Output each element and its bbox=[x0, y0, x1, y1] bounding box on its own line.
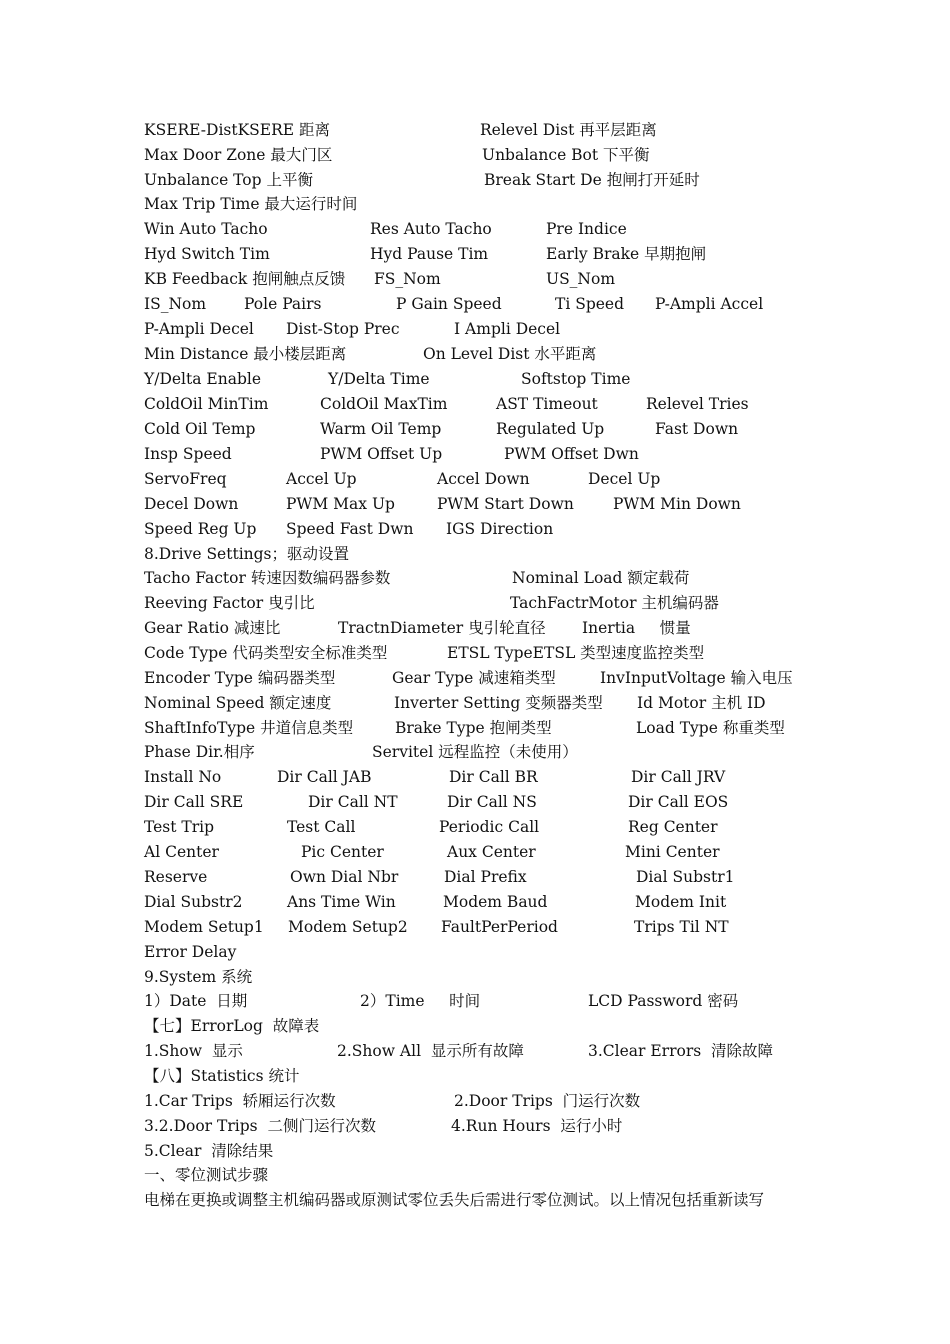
text-line bbox=[0, 369, 950, 394]
param-label: Max Door Zone 最大门区 bbox=[144, 146, 333, 164]
text-line bbox=[0, 1190, 950, 1215]
menu-item: 3.2.Door Trips 二侧门运行次数 bbox=[144, 1117, 376, 1135]
param-label: Y/Delta Enable bbox=[144, 370, 261, 388]
param-label: Gear Ratio 减速比 bbox=[144, 619, 281, 637]
param-label: FaultPerPeriod bbox=[441, 918, 558, 936]
param-label: On Level Dist 水平距离 bbox=[423, 345, 597, 363]
param-label: Encoder Type 编码器类型 bbox=[144, 669, 336, 687]
param-label: Al Center bbox=[144, 843, 219, 861]
param-label: Dial Prefix bbox=[444, 868, 527, 886]
menu-item: 3.Clear Errors 清除故障 bbox=[588, 1042, 774, 1060]
param-label: Warm Oil Temp bbox=[320, 420, 442, 438]
param-label: Dir Call SRE bbox=[144, 793, 244, 811]
text-line bbox=[0, 892, 950, 917]
menu-item: LCD Password 密码 bbox=[588, 992, 739, 1010]
param-label: ShaftInfoType 井道信息类型 bbox=[144, 719, 354, 737]
text-line bbox=[0, 319, 950, 344]
text-line bbox=[0, 742, 950, 767]
param-label: Break Start De 抱闸打开延时 bbox=[484, 171, 700, 189]
param-label: Min Distance 最小楼层距离 bbox=[144, 345, 347, 363]
text-line bbox=[0, 1041, 950, 1066]
param-label: Regulated Up bbox=[496, 420, 605, 438]
section-heading: 【七】ErrorLog 故障表 bbox=[144, 1017, 320, 1035]
section-heading: 一、零位测试步骤 bbox=[144, 1166, 269, 1184]
param-label: IGS Direction bbox=[446, 520, 554, 538]
text-line bbox=[0, 817, 950, 842]
param-label: TractnDiameter 曳引轮直径 bbox=[338, 619, 546, 637]
param-label: Speed Reg Up bbox=[144, 520, 257, 538]
text-line bbox=[0, 967, 950, 992]
param-label: US_Nom bbox=[546, 270, 616, 288]
text-line bbox=[0, 294, 950, 319]
param-label: Dir Call BR bbox=[449, 768, 538, 786]
text-line bbox=[0, 1141, 950, 1166]
param-label: PWM Offset Dwn bbox=[504, 445, 639, 463]
param-label: InvInputVoltage 输入电压 bbox=[600, 669, 793, 687]
param-label: Install No bbox=[144, 768, 222, 786]
param-label: Phase Dir.相序 bbox=[144, 743, 255, 761]
param-label: Early Brake 早期抱闸 bbox=[546, 245, 707, 263]
param-label: KSERE-DistKSERE 距离 bbox=[144, 121, 331, 139]
param-label: Dir Call JRV bbox=[631, 768, 726, 786]
text-line bbox=[0, 568, 950, 593]
param-label: Inertia 惯量 bbox=[582, 619, 691, 637]
param-label: Unbalance Top 上平衡 bbox=[144, 171, 313, 189]
text-line bbox=[0, 718, 950, 743]
menu-item: 1.Car Trips 轿厢运行次数 bbox=[144, 1092, 336, 1110]
param-label: Dial Substr1 bbox=[636, 868, 735, 886]
param-label: Dist-Stop Prec bbox=[286, 320, 400, 338]
param-label: Pic Center bbox=[301, 843, 384, 861]
param-label: P-Ampli Decel bbox=[144, 320, 254, 338]
text-line bbox=[0, 494, 950, 519]
text-line bbox=[0, 544, 950, 569]
param-label: ColdOil MaxTim bbox=[320, 395, 448, 413]
param-label: Modem Baud bbox=[443, 893, 548, 911]
param-label: AST Timeout bbox=[496, 395, 598, 413]
param-label: IS_Nom bbox=[144, 295, 207, 313]
text-line bbox=[0, 618, 950, 643]
text-line bbox=[0, 693, 950, 718]
text-line bbox=[0, 244, 950, 269]
param-label: Dir Call NS bbox=[447, 793, 537, 811]
text-line bbox=[0, 1116, 950, 1141]
text-line bbox=[0, 344, 950, 369]
section-heading: 【八】Statistics 统计 bbox=[144, 1067, 300, 1085]
param-label: Dir Call NT bbox=[308, 793, 398, 811]
text-line bbox=[0, 269, 950, 294]
param-label: Ans Time Win bbox=[287, 893, 396, 911]
text-line bbox=[0, 1091, 950, 1116]
text-line bbox=[0, 469, 950, 494]
text-line bbox=[0, 444, 950, 469]
body-paragraph: 电梯在更换或调整主机编码器或原测试零位丢失后需进行零位测试。以上情况包括重新读写 bbox=[144, 1191, 765, 1209]
text-line bbox=[0, 767, 950, 792]
param-label: PWM Max Up bbox=[286, 495, 395, 513]
param-label: Reeving Factor 曳引比 bbox=[144, 594, 315, 612]
text-line bbox=[0, 593, 950, 618]
param-label: ETSL TypeETSL 类型速度监控类型 bbox=[447, 644, 705, 662]
param-label: Reserve bbox=[144, 868, 208, 886]
text-line bbox=[0, 917, 950, 942]
param-label: Nominal Load 额定载荷 bbox=[512, 569, 690, 587]
param-label: Max Trip Time 最大运行时间 bbox=[144, 195, 358, 213]
param-label: Relevel Dist 再平层距离 bbox=[480, 121, 657, 139]
param-label: ServoFreq bbox=[144, 470, 227, 488]
param-label: Modem Setup1 bbox=[144, 918, 264, 936]
text-line bbox=[0, 792, 950, 817]
text-line bbox=[0, 643, 950, 668]
param-label: Decel Down bbox=[144, 495, 239, 513]
param-label: Error Delay bbox=[144, 943, 237, 961]
param-label: Modem Setup2 bbox=[288, 918, 408, 936]
menu-item: 2.Door Trips 门运行次数 bbox=[454, 1092, 641, 1110]
param-label: Test Call bbox=[287, 818, 356, 836]
param-label: TachFactrMotor 主机编码器 bbox=[510, 594, 719, 612]
param-label: Code Type 代码类型安全标准类型 bbox=[144, 644, 388, 662]
param-label: Own Dial Nbr bbox=[290, 868, 399, 886]
menu-item: 2.Show All 显示所有故障 bbox=[337, 1042, 524, 1060]
param-label: Periodic Call bbox=[439, 818, 540, 836]
param-label: Modem Init bbox=[635, 893, 727, 911]
param-label: Gear Type 减速箱类型 bbox=[392, 669, 556, 687]
param-label: PWM Start Down bbox=[437, 495, 574, 513]
param-label: PWM Offset Up bbox=[320, 445, 443, 463]
param-label: Unbalance Bot 下平衡 bbox=[482, 146, 650, 164]
param-label: Hyd Switch Tim bbox=[144, 245, 270, 263]
param-label: Dir Call JAB bbox=[277, 768, 372, 786]
param-label: Relevel Tries bbox=[646, 395, 749, 413]
param-label: Nominal Speed 额定速度 bbox=[144, 694, 332, 712]
param-label: I Ampli Decel bbox=[454, 320, 561, 338]
param-label: Reg Center bbox=[628, 818, 718, 836]
text-line bbox=[0, 145, 950, 170]
text-line bbox=[0, 942, 950, 967]
text-line bbox=[0, 120, 950, 145]
text-line bbox=[0, 991, 950, 1016]
param-label: P-Ampli Accel bbox=[655, 295, 764, 313]
text-line bbox=[0, 219, 950, 244]
text-line bbox=[0, 1165, 950, 1190]
param-label: Fast Down bbox=[655, 420, 739, 438]
param-label: Pre Indice bbox=[546, 220, 627, 238]
text-line bbox=[0, 419, 950, 444]
param-label: Decel Up bbox=[588, 470, 661, 488]
param-label: ColdOil MinTim bbox=[144, 395, 269, 413]
menu-item: 1）Date 日期 bbox=[144, 992, 248, 1010]
param-label: P Gain Speed bbox=[396, 295, 502, 313]
text-line bbox=[0, 1016, 950, 1041]
param-label: Load Type 称重类型 bbox=[636, 719, 785, 737]
text-line bbox=[0, 867, 950, 892]
text-line bbox=[0, 1066, 950, 1091]
section-heading: 8.Drive Settings；驱动设置 bbox=[144, 545, 350, 563]
param-label: Trips Til NT bbox=[634, 918, 729, 936]
menu-item: 2）Time 时间 bbox=[360, 992, 481, 1010]
param-label: Pole Pairs bbox=[244, 295, 322, 313]
param-label: Accel Down bbox=[437, 470, 530, 488]
menu-item: 4.Run Hours 运行小时 bbox=[451, 1117, 623, 1135]
param-label: Id Motor 主机 ID bbox=[637, 694, 766, 712]
param-label: Win Auto Tacho bbox=[144, 220, 268, 238]
text-line bbox=[0, 194, 950, 219]
param-label: Dial Substr2 bbox=[144, 893, 243, 911]
param-label: Servitel 远程监控（未使用） bbox=[372, 743, 578, 761]
param-label: PWM Min Down bbox=[613, 495, 741, 513]
param-label: Brake Type 抱闸类型 bbox=[395, 719, 552, 737]
param-label: KB Feedback 抱闸触点反馈 bbox=[144, 270, 346, 288]
param-label: FS_Nom bbox=[374, 270, 441, 288]
param-label: Aux Center bbox=[447, 843, 536, 861]
param-label: Ti Speed bbox=[555, 295, 625, 313]
param-label: Speed Fast Dwn bbox=[286, 520, 414, 538]
text-line bbox=[0, 170, 950, 195]
param-label: Accel Up bbox=[286, 470, 357, 488]
param-label: Softstop Time bbox=[521, 370, 631, 388]
menu-item: 5.Clear 清除结果 bbox=[144, 1142, 274, 1160]
menu-item: 1.Show 显示 bbox=[144, 1042, 243, 1060]
param-label: Cold Oil Temp bbox=[144, 420, 256, 438]
param-label: Mini Center bbox=[625, 843, 720, 861]
param-label: Res Auto Tacho bbox=[370, 220, 492, 238]
param-label: Hyd Pause Tim bbox=[370, 245, 489, 263]
text-line bbox=[0, 519, 950, 544]
param-label: Dir Call EOS bbox=[628, 793, 729, 811]
param-label: Tacho Factor 转速因数编码器参数 bbox=[144, 569, 391, 587]
param-label: Y/Delta Time bbox=[328, 370, 430, 388]
text-line bbox=[0, 394, 950, 419]
param-label: Insp Speed bbox=[144, 445, 232, 463]
text-line bbox=[0, 668, 950, 693]
section-heading: 9.System 系统 bbox=[144, 968, 253, 986]
param-label: Inverter Setting 变频器类型 bbox=[394, 694, 603, 712]
text-line bbox=[0, 842, 950, 867]
param-label: Test Trip bbox=[144, 818, 215, 836]
